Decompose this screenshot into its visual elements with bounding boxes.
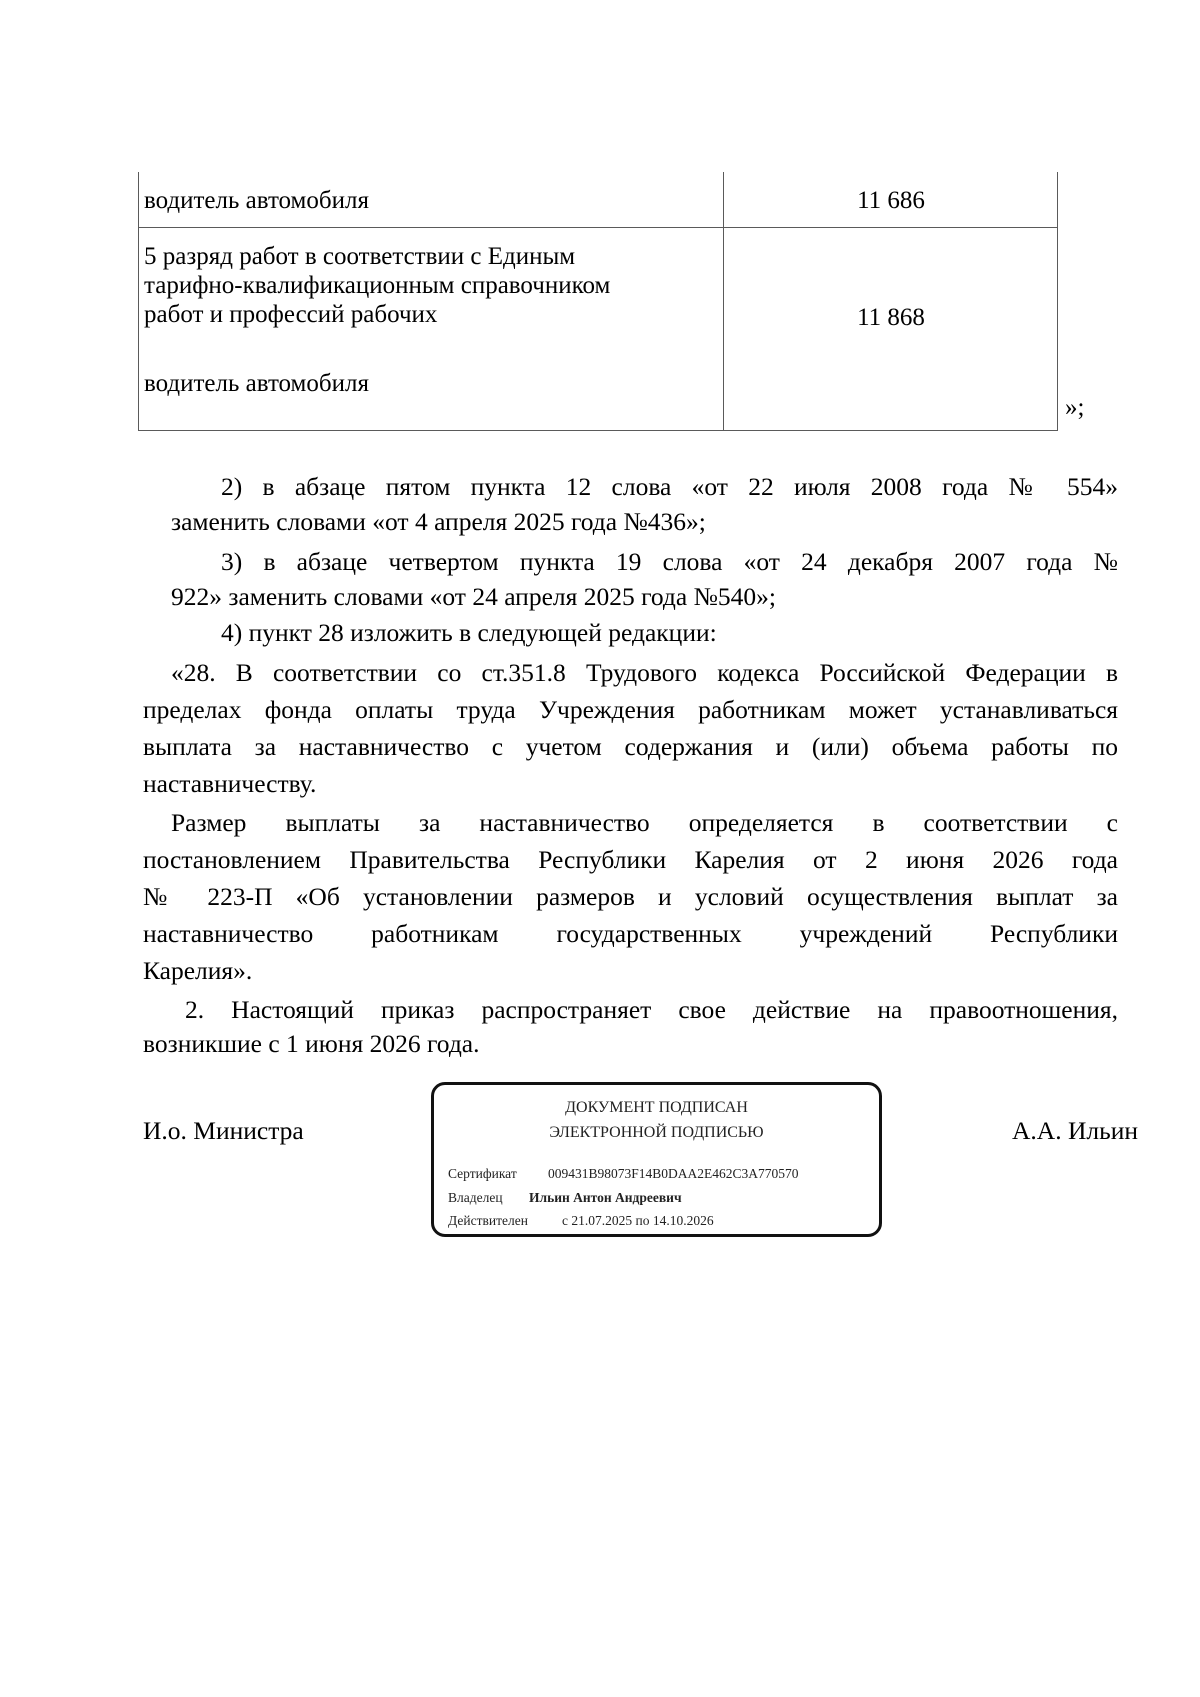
- para28-line1: «28. В соответствии со ст.351.8 Трудового кодекса Российской Федерации в: [171, 658, 1118, 687]
- item3-line1: 3) в абзаце четвертом пункта 19 слова «от 24 декабря 2007 года №: [221, 547, 1118, 576]
- stamp-validity-value: с 21.07.2025 по 14.10.2026: [562, 1213, 714, 1228]
- table-border-bottom: [138, 430, 1058, 431]
- stamp-validity-label: Действителен: [448, 1213, 528, 1228]
- stamp-owner-label: Владелец: [448, 1190, 503, 1205]
- table-border-left: [138, 172, 139, 431]
- table-row2-description-line3: работ и профессий рабочих: [144, 301, 438, 328]
- stamp-owner-row: [448, 1189, 682, 1207]
- stamp-certificate-row: [448, 1165, 799, 1183]
- table-row2-description-line1: 5 разряд работ в соответствии с Единым: [144, 243, 576, 270]
- table-row-divider: [138, 227, 1058, 228]
- para-size-line2: постановлением Правительства Республики Карелия от 2 июня 2026 года: [143, 845, 1118, 874]
- stamp-title-line1: ДОКУМЕНТ ПОДПИСАН: [565, 1099, 748, 1116]
- para28-line4: наставничеству.: [143, 769, 317, 798]
- para-size-line3: № 223-П «Об установлении размеров и условий осуществления выплат за: [143, 882, 1118, 911]
- item4-line: 4) пункт 28 изложить в следующей редакции:: [221, 618, 717, 647]
- item3-line2: 922» заменить словами «от 24 апреля 2025 года №540»;: [171, 582, 777, 611]
- item2-line1: 2) в абзаце пятом пункта 12 слова «от 22 июля 2008 года № 554»: [221, 472, 1118, 501]
- signatory-name: А.А. Ильин: [1012, 1116, 1139, 1145]
- para-size-line1: Размер выплаты за наставничество определяется в соответствии с: [171, 808, 1118, 837]
- stamp-certificate-label: Сертификат: [448, 1166, 517, 1181]
- table-row1-description: водитель автомобиля: [144, 187, 369, 214]
- stamp-title-line2: ЭЛЕКТРОННОЙ ПОДПИСЬЮ: [549, 1124, 764, 1141]
- item2-line2: заменить словами «от 4 апреля 2025 года №436»;: [171, 507, 706, 536]
- stamp-certificate-value: 009431B98073F14B0DAA2E462C3A770570: [548, 1166, 799, 1181]
- point2-line2: возникшие с 1 июня 2026 года.: [143, 1029, 480, 1058]
- table-row2-position: водитель автомобиля: [144, 370, 369, 397]
- para-size-line5: Карелия».: [143, 956, 253, 985]
- table-row2-value: 11 868: [857, 304, 925, 331]
- table-row1-value: 11 686: [857, 187, 925, 214]
- para-size-line4: наставничество работникам государственных учреждений Республики: [143, 919, 1118, 948]
- table-closing-quote: »;: [1065, 394, 1085, 421]
- electronic-signature-stamp: [431, 1082, 882, 1237]
- stamp-owner-value: Ильин Антон Андреевич: [529, 1190, 682, 1205]
- stamp-validity-row: [448, 1212, 714, 1230]
- para28-line2: пределах фонда оплаты труда Учреждения работникам может устанавливаться: [143, 695, 1118, 724]
- table-row2-description-line2: тарифно-квалификационным справочником: [144, 272, 611, 299]
- signatory-position: И.о. Министра: [143, 1116, 304, 1145]
- point2-line1: 2. Настоящий приказ распространяет свое действие на правоотношения,: [185, 995, 1118, 1024]
- salary-table: [138, 172, 1058, 431]
- para28-line3: выплата за наставничество с учетом содержания и (или) объема работы по: [143, 732, 1118, 761]
